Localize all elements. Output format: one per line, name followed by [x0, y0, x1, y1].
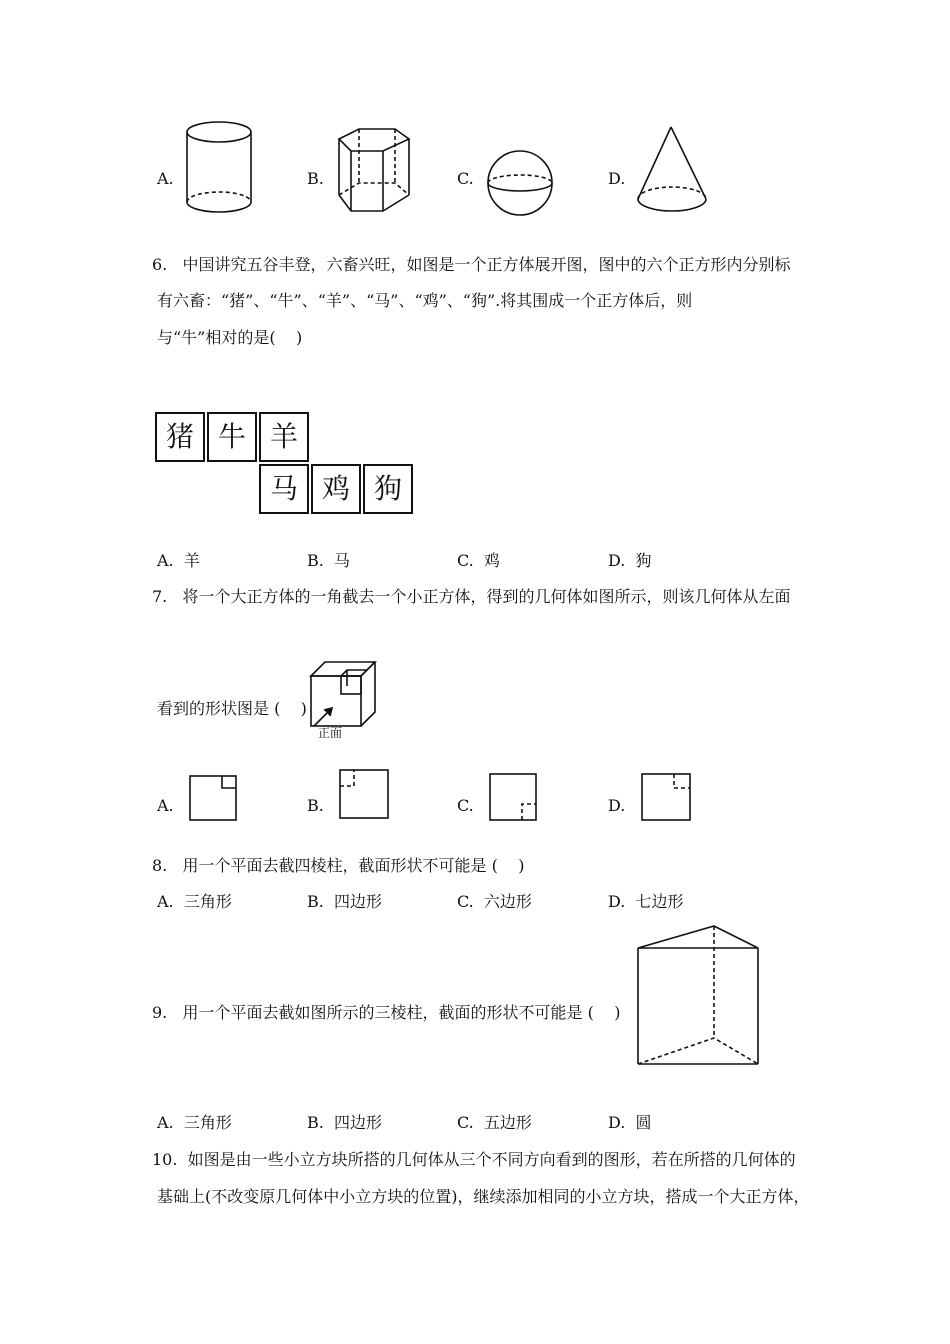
- q7-option-a-label[interactable]: A.: [157, 796, 174, 815]
- q5-option-c-label[interactable]: C.: [457, 169, 474, 188]
- q7-option-b-label[interactable]: B.: [307, 796, 324, 815]
- net-cell: 鸡: [311, 464, 361, 514]
- net-cell: 马: [259, 464, 309, 514]
- q7-option-b-figure: [338, 768, 390, 820]
- q5-option-b-label[interactable]: B.: [307, 169, 324, 188]
- q8-option-c[interactable]: C. 六边形: [457, 892, 532, 911]
- q6-stem-line3: 与“牛”相对的是( ): [157, 328, 303, 347]
- q6-option-d[interactable]: D. 狗: [608, 551, 652, 570]
- q8-option-a[interactable]: A. 三角形: [157, 892, 232, 911]
- q9-option-c[interactable]: C. 五边形: [457, 1113, 532, 1132]
- q7-option-c-label[interactable]: C.: [457, 796, 474, 815]
- cylinder-figure: [185, 118, 255, 218]
- q7-stem-line1: 7. 将一个大正方体的一角截去一个小正方体，得到的几何体如图所示，则该几何体从左面: [152, 587, 791, 606]
- q6-stem-line2: 有六畜：“猪”、“牛”、“羊”、“马”、“鸡”、“狗”.将其围成一个正方体后，则: [157, 291, 693, 310]
- q7-option-d-label[interactable]: D.: [608, 796, 626, 815]
- net-cell: 羊: [259, 412, 309, 462]
- net-cell: 狗: [363, 464, 413, 514]
- q6-option-c[interactable]: C. 鸡: [457, 551, 500, 570]
- q9-option-d[interactable]: D. 圆: [608, 1113, 652, 1132]
- q6-option-b[interactable]: B. 马: [307, 551, 351, 570]
- q9-option-a[interactable]: A. 三角形: [157, 1113, 232, 1132]
- q6-stem-line1: 6. 中国讲究五谷丰登，六畜兴旺，如图是一个正方体展开图，图中的六个正方形内分别标: [152, 255, 791, 274]
- q10-stem-line1: 10. 如图是由一些小立方块所搭的几何体从三个不同方向看到的图形，若在所搭的几何体的: [152, 1150, 796, 1169]
- q6-option-a[interactable]: A. 羊: [157, 551, 200, 570]
- cone-figure: [635, 125, 711, 217]
- sphere-figure: [485, 150, 557, 218]
- q7-option-a-figure: [188, 774, 238, 822]
- q8-option-d[interactable]: D. 七边形: [608, 892, 684, 911]
- q7-option-c-figure: [488, 772, 538, 822]
- q9-option-b[interactable]: B. 四边形: [307, 1113, 383, 1132]
- net-cell: 牛: [207, 412, 257, 462]
- q7-stem-line2: 看到的形状图是 ( ): [157, 699, 307, 718]
- net-cell: 猪: [155, 412, 205, 462]
- q8-stem: 8. 用一个平面去截四棱柱，截面形状不可能是 ( ): [152, 856, 525, 875]
- q9-stem: 9. 用一个平面去截如图所示的三棱柱，截面的形状不可能是 ( ): [152, 1003, 621, 1022]
- q5-option-a-label[interactable]: A.: [157, 169, 174, 188]
- triangular-prism-figure: [636, 922, 764, 1068]
- q5-option-d-label[interactable]: D.: [608, 169, 626, 188]
- q7-option-d-figure: [640, 772, 692, 822]
- front-label: 正面: [318, 726, 343, 740]
- pentagonal-prism-figure: [335, 125, 415, 217]
- q10-stem-line2: 基础上(不改变原几何体中小立方块的位置)，继续添加相同的小立方块，搭成一个大正方体，: [157, 1187, 810, 1206]
- q8-option-b[interactable]: B. 四边形: [307, 892, 383, 911]
